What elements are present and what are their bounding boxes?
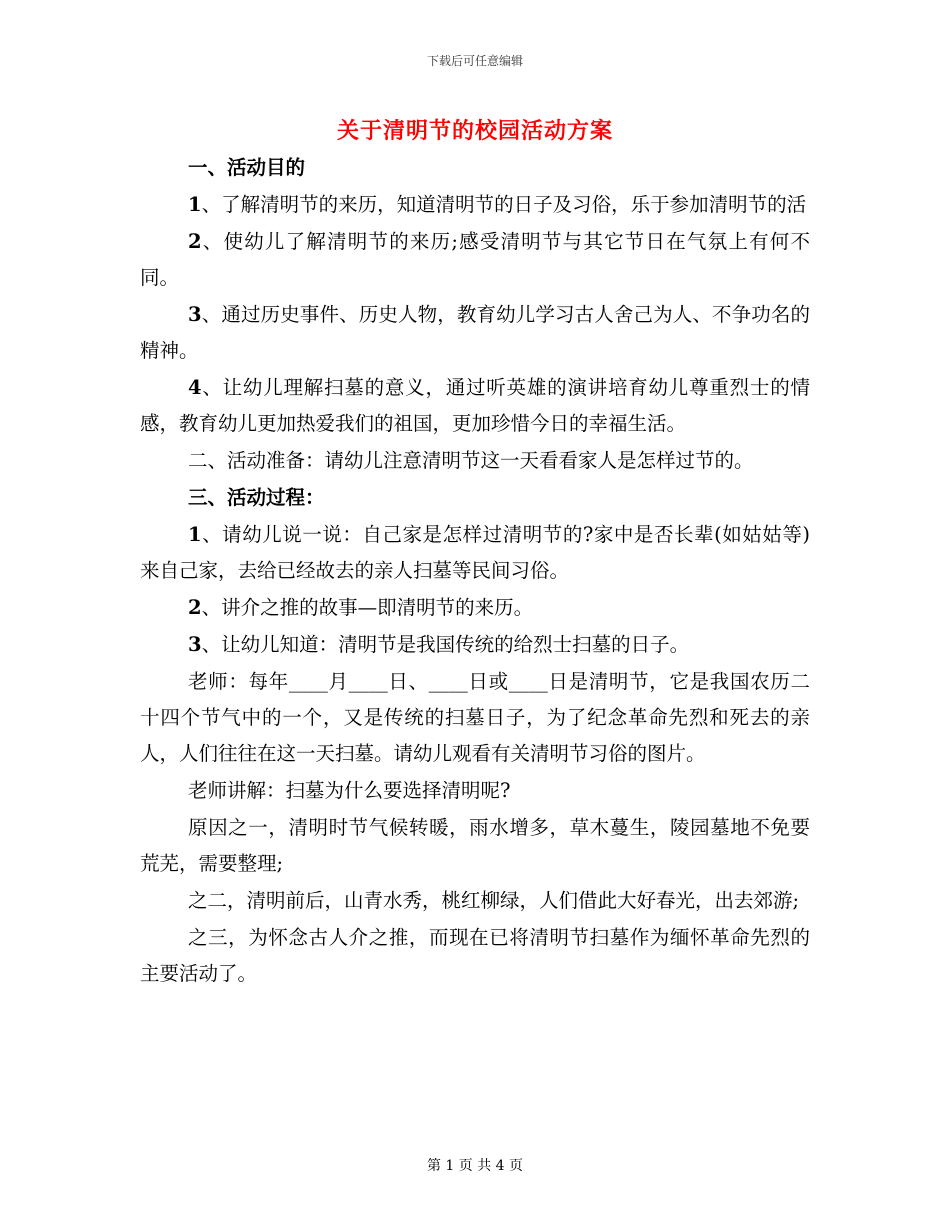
document-body xyxy=(140,150,810,993)
process-item-text: 、讲介之推的故事—即清明节的来历。 xyxy=(201,596,534,619)
reason-paragraph-1: 原因之一，清明时节气候转暖，雨水增多，草木蔓生，陵园墓地不免要荒芜，需要整理; xyxy=(140,816,810,875)
reason-paragraph-2: 之二，清明前后，山青水秀，桃红柳绿，人们借此大好春光，出去郊游; xyxy=(188,889,800,912)
section-heading-process: 三、活动过程： xyxy=(188,486,325,509)
document-title: 关于清明节的校园活动方案 xyxy=(336,118,613,144)
section-heading-preparation: 二、活动准备：请幼儿注意清明节这一天看看家人是怎样过节的。 xyxy=(188,449,754,472)
page-header: 下载后可任意编辑 xyxy=(426,54,523,68)
process-item-text: 、让幼儿知道：清明节是我国传统的给烈士扫墓的日子。 xyxy=(201,633,690,656)
teacher-explanation: 老师讲解：扫墓为什么要选择清明呢? xyxy=(188,779,511,802)
goal-item-text: 、使幼儿了解清明节的来历;感受清明节与其它节日在气氛上有何不同。 xyxy=(140,230,810,289)
process-item-1 xyxy=(140,517,810,589)
goal-item-2 xyxy=(140,224,810,296)
process-item-number: 3 xyxy=(188,633,202,656)
goal-item-3 xyxy=(140,297,810,369)
goal-item-text: 、让幼儿理解扫墓的意义，通过听英雄的演讲培育幼儿尊重烈士的情感，教育幼儿更加热爱我们的祖国，更加珍惜今日的幸福生活。 xyxy=(140,376,810,435)
page-footer: 第 1 页 共 4 页 xyxy=(426,1158,524,1174)
process-item-2 xyxy=(140,590,810,626)
reason-paragraph-3: 之三，为怀念古人介之推，而现在已将清明节扫墓作为缅怀革命先烈的主要活动了。 xyxy=(140,926,810,985)
goal-item-4 xyxy=(140,370,810,442)
process-item-number: 2 xyxy=(188,596,202,619)
goal-item-number: 2 xyxy=(188,230,202,253)
goal-item-1 xyxy=(140,187,810,223)
process-item-number: 1 xyxy=(188,523,202,546)
goal-item-text: 、通过历史事件、历史人物，教育幼儿学习古人舍己为人、不争功名的精神。 xyxy=(140,303,810,362)
teacher-paragraph: 老师：每年____月____日、____日或____日是清明节，它是我国农历二十四个节气中的一个，又是传统的扫墓日子，为了纪念革命先烈和死去的亲人，人们往往在这一天扫墓。请幼儿观看有关清明节习俗的图片。 xyxy=(140,670,810,765)
goal-item-number: 3 xyxy=(188,303,202,326)
goal-item-number: 1 xyxy=(188,193,202,216)
goal-item-text: 、了解清明节的来历，知道清明节的日子及习俗，乐于参加清明节的活 xyxy=(201,193,807,216)
goal-item-number: 4 xyxy=(188,376,202,399)
section-heading-goals: 一、活动目的 xyxy=(188,156,306,179)
process-item-text: 、请幼儿说一说：自己家是怎样过清明节的?家中是否长辈(如姑姑等)来自己家，去给已经故去的亲人扫墓等民间习俗。 xyxy=(140,523,810,582)
process-item-3 xyxy=(140,627,810,663)
